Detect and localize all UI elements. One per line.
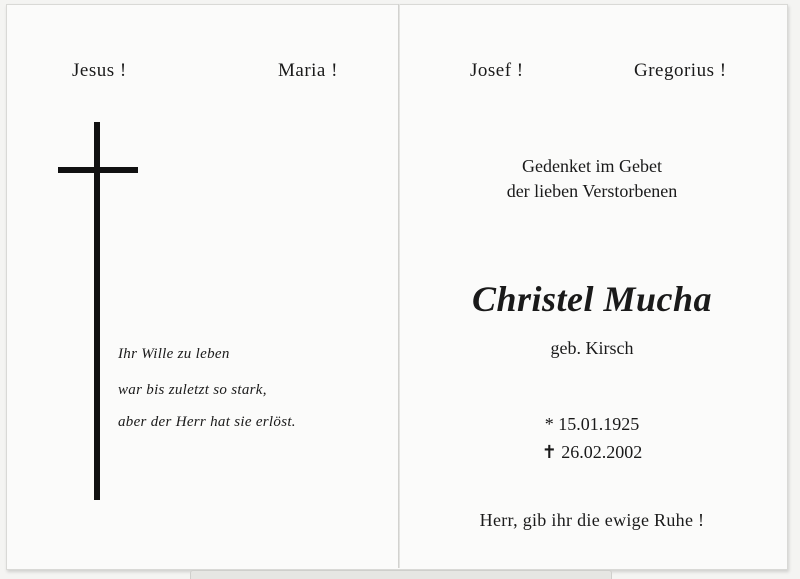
deceased-name: Christel Mucha: [471, 279, 713, 319]
invocation-josef: Josef !: [470, 60, 524, 81]
card-fold: [398, 4, 400, 568]
maiden-name: geb. Kirsch: [550, 338, 634, 358]
invocation-jesus: Jesus !: [72, 60, 127, 81]
death-date: ✝ 26.02.2002: [541, 442, 643, 462]
cross-vertical-bar: [94, 122, 100, 500]
invocation-maria: Maria !: [278, 60, 338, 81]
intro-line-2: der lieben Verstorbenen: [506, 181, 678, 201]
intro-line-1: Gedenket im Gebet: [522, 156, 662, 176]
invocation-gregorius: Gregorius !: [634, 60, 727, 81]
closing-prayer: Herr, gib ihr die ewige Ruhe !: [479, 510, 705, 530]
birth-date: * 15.01.1925: [544, 414, 640, 434]
quote-line-2: war bis zuletzt so stark,: [118, 382, 267, 398]
quote-line-3: aber der Herr hat sie erlöst.: [118, 414, 296, 430]
cross-horizontal-bar: [58, 167, 138, 173]
quote-line-1: Ihr Wille zu leben: [118, 346, 230, 362]
